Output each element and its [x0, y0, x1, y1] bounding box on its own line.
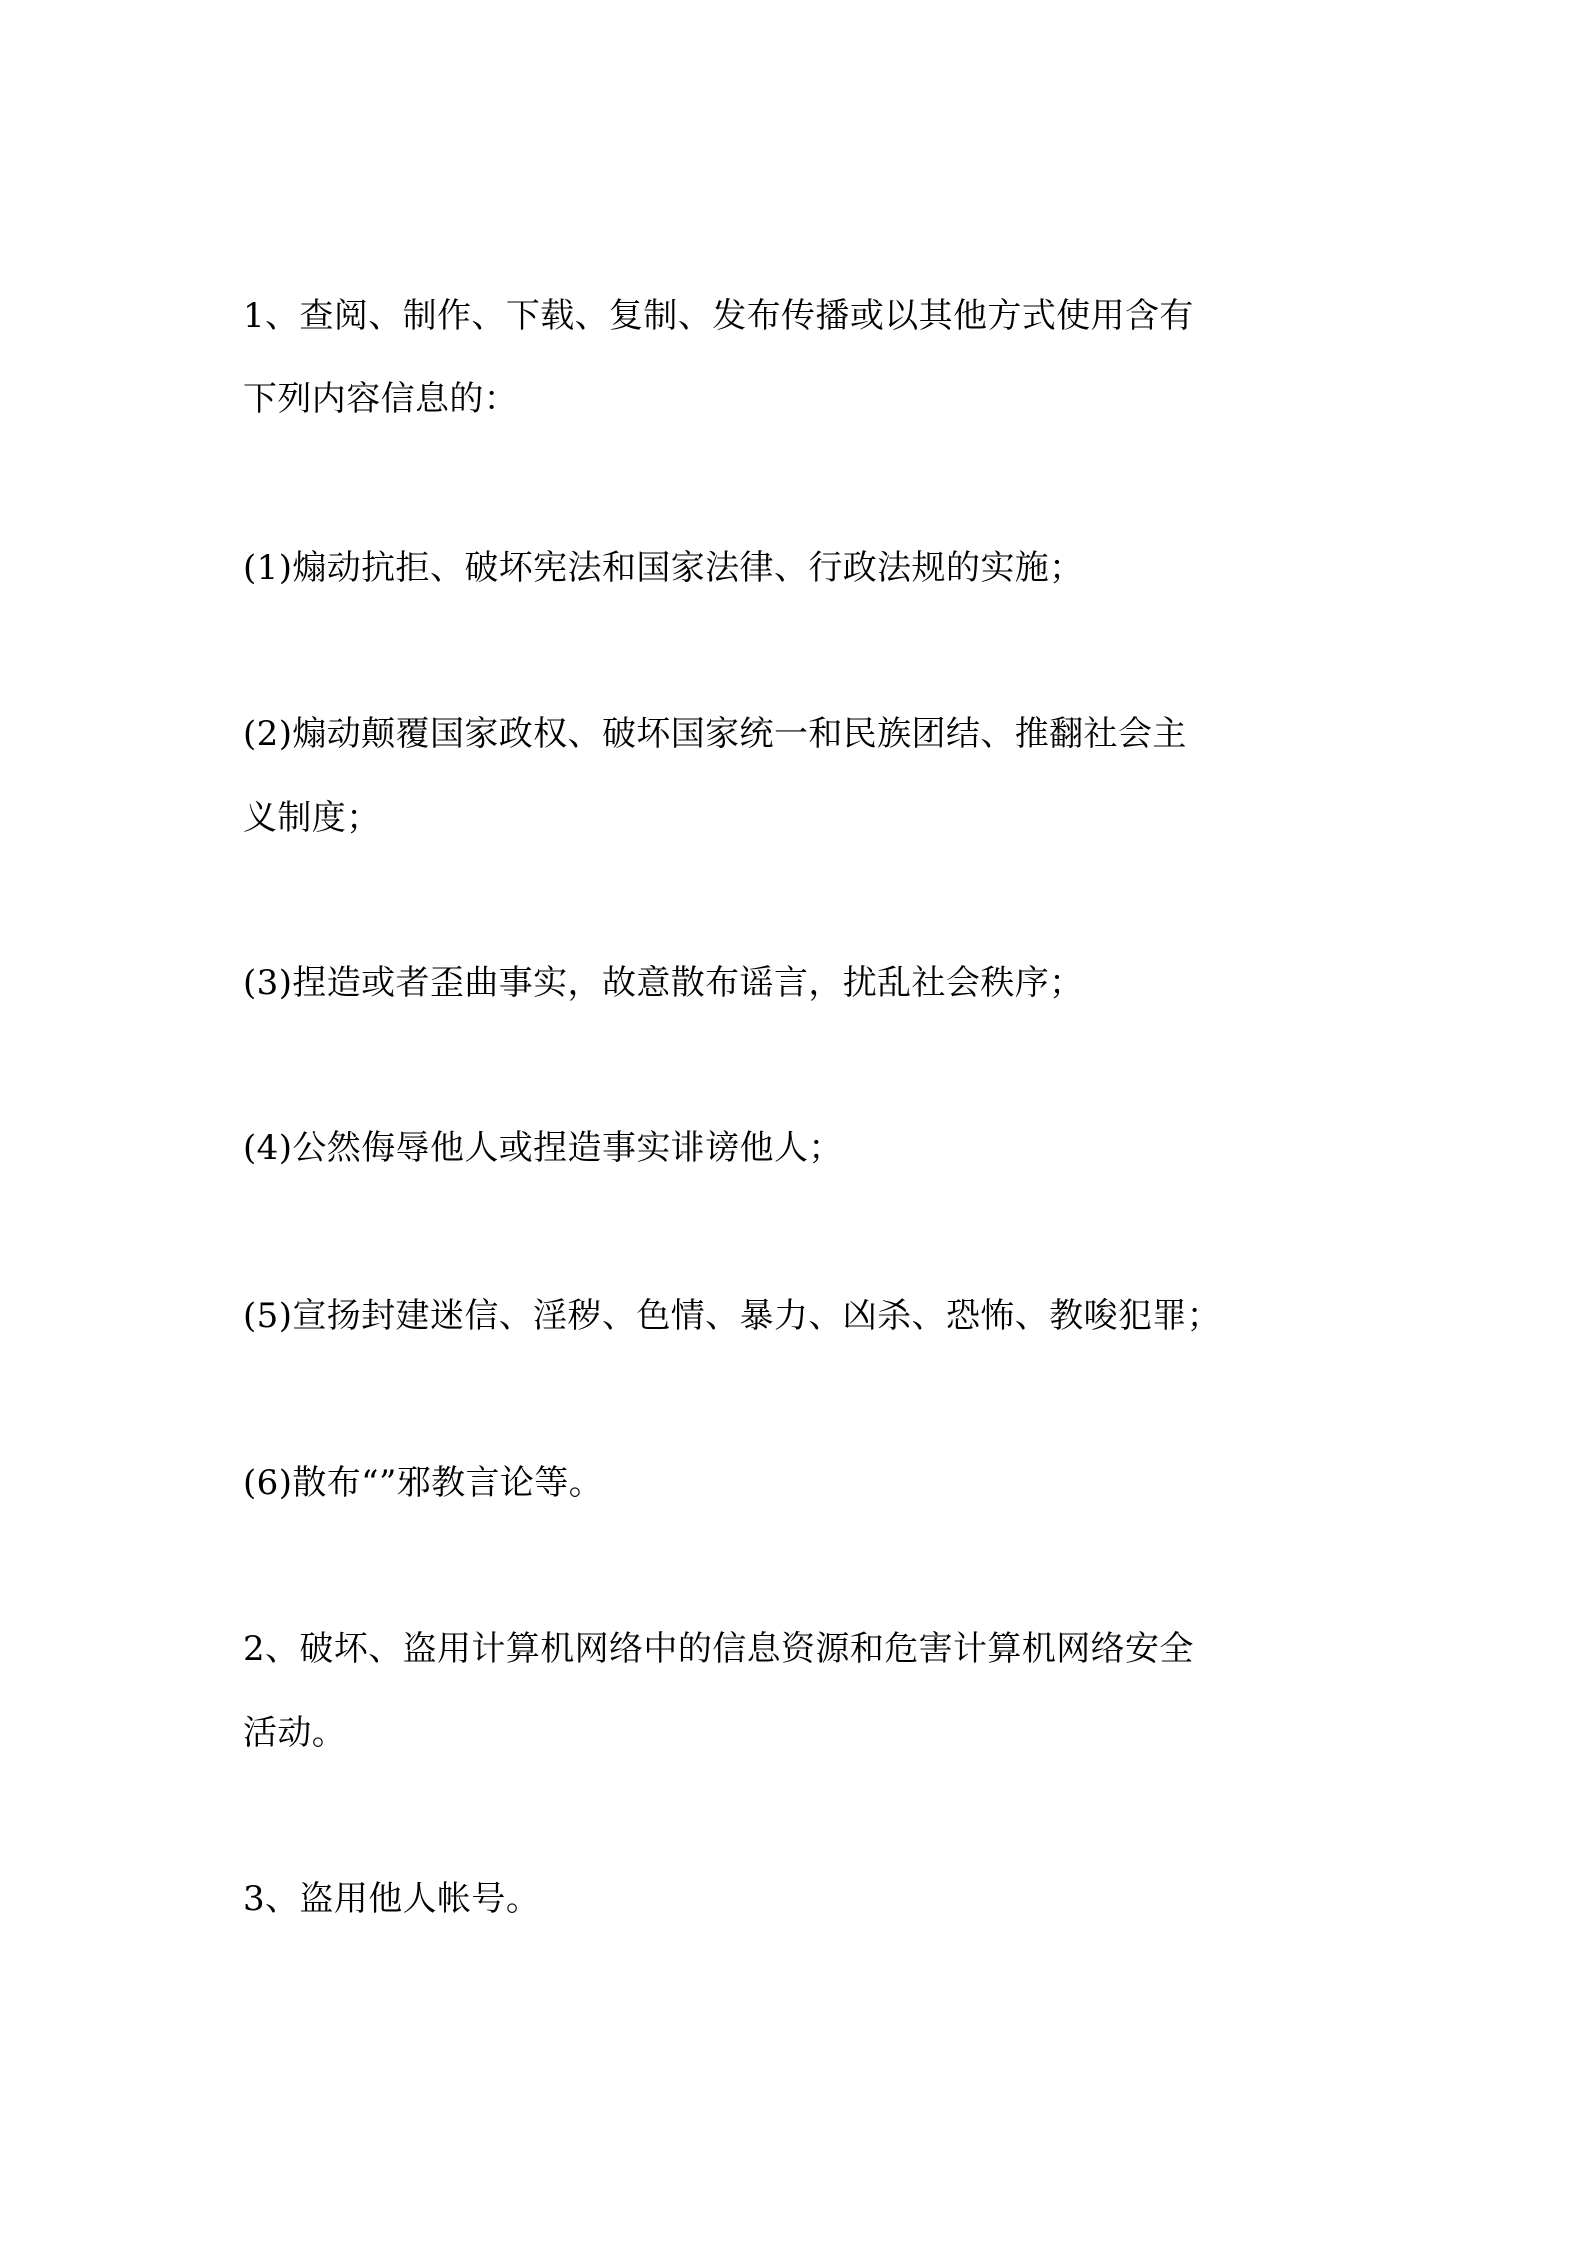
sub-item-2-line-1: (2)煽动颠覆国家政权、破坏国家统一和民族团结、推翻社会主 — [243, 714, 1187, 754]
item-3: 3、盗用他人帐号。 — [243, 1879, 541, 1919]
item-1-line-1: 1、查阅、制作、下载、复制、发布传播或以其他方式使用含有 — [243, 296, 1194, 336]
sub-item-6: (6)散布“”邪教言论等。 — [243, 1463, 604, 1503]
sub-item-4: (4)公然侮辱他人或捏造事实诽谤他人； — [243, 1128, 843, 1168]
sub-item-3: (3)捏造或者歪曲事实，故意散布谣言，扰乱社会秩序； — [243, 963, 1084, 1003]
sub-item-1: (1)煽动抗拒、破坏宪法和国家法律、行政法规的实施； — [243, 548, 1084, 588]
item-2-line-2: 活动。 — [243, 1713, 347, 1753]
sub-item-2-line-2: 义制度； — [243, 798, 381, 838]
sub-item-5: (5)宣扬封建迷信、淫秽、色情、暴力、凶杀、恐怖、教唆犯罪； — [243, 1296, 1222, 1336]
item-2-line-1: 2、破坏、盗用计算机网络中的信息资源和危害计算机网络安全 — [243, 1629, 1194, 1669]
item-1-line-2: 下列内容信息的： — [243, 379, 519, 419]
